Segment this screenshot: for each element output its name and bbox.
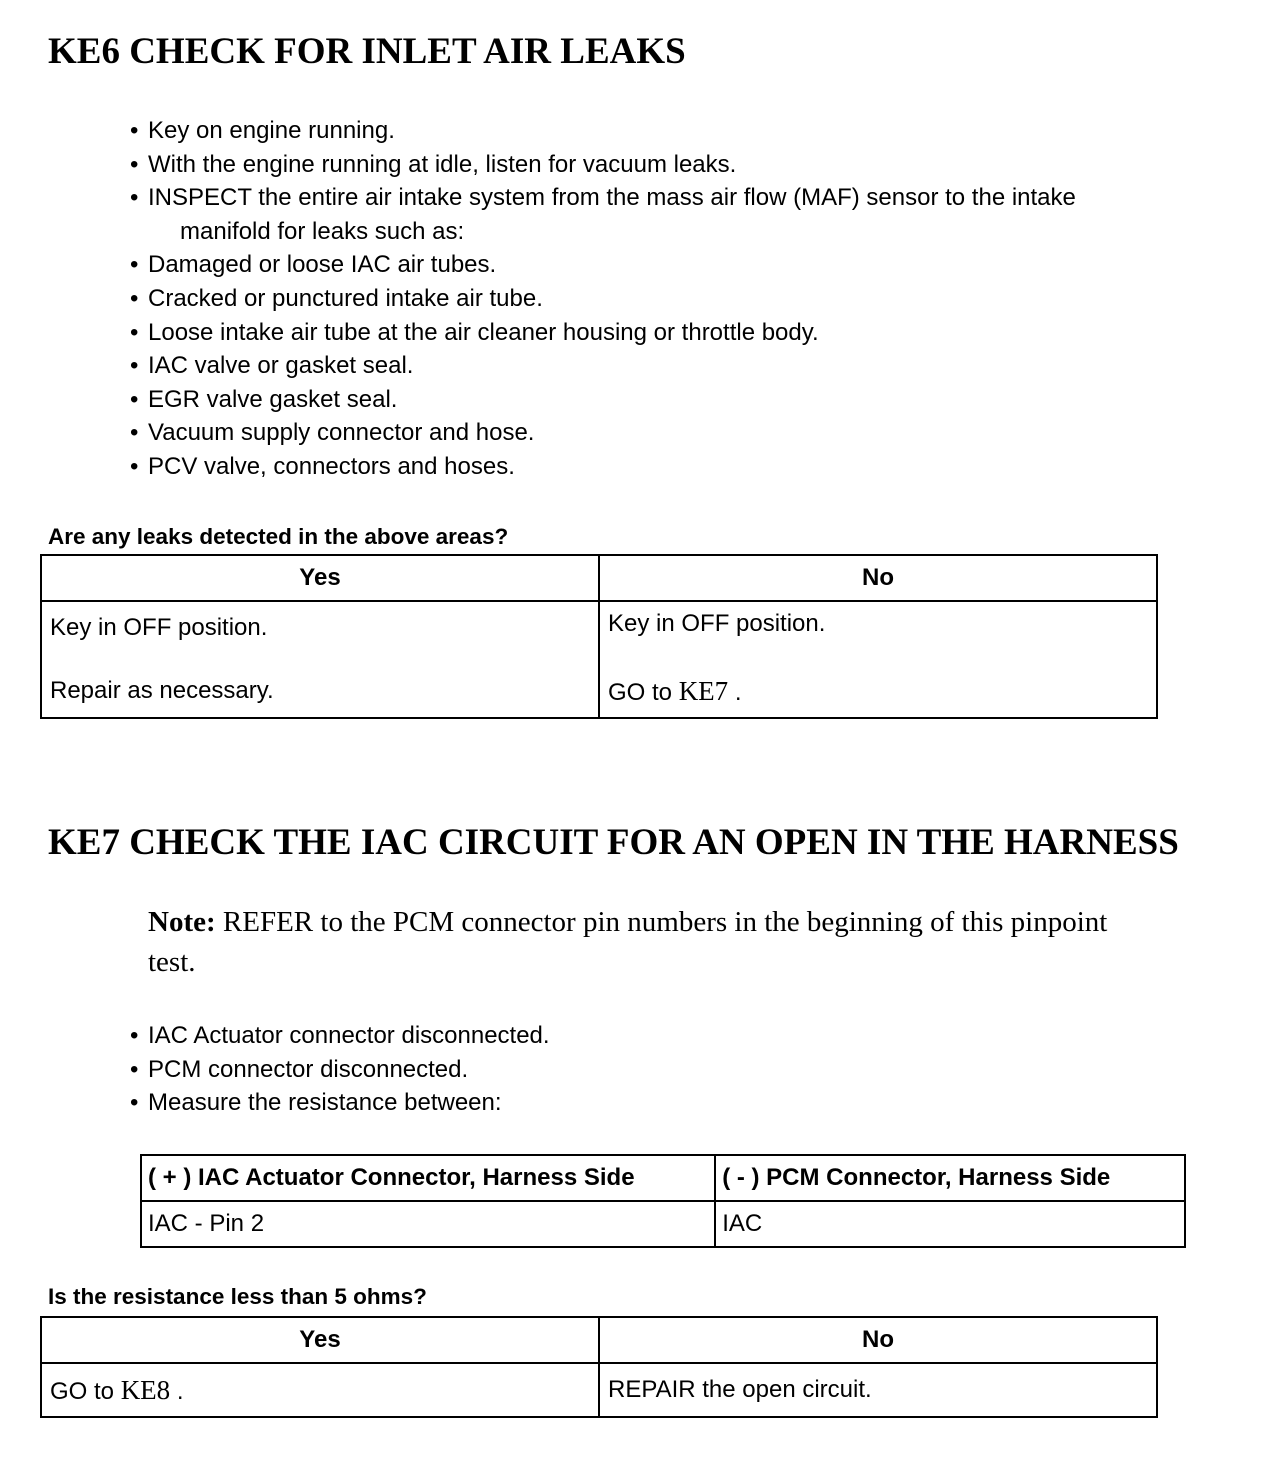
note-label: Note: [148,906,216,938]
ke7-question: Is the resistance less than 5 ohms? [48,1284,427,1309]
list-item-continuation: manifold for leaks such as: [180,217,465,245]
ke7-note [148,902,1158,982]
ke6-title: KE6 CHECK FOR INLET AIR LEAKS [48,31,686,72]
list-item: • PCV valve, connectors and hoses. [130,450,1076,484]
list-item: • Damaged or loose IAC air tubes. [130,248,1076,282]
ke6-question: Are any leaks detected in the above areas? [48,524,509,549]
no-cell [599,601,1157,718]
yes-line: Repair as necessary. [50,677,274,704]
list-item: • Loose intake air tube at the air cleaner housing or throttle body. [130,316,1076,350]
positive-cell: IAC - Pin 2 [141,1201,715,1247]
list-item-text: INSPECT the entire air intake system from the mass air flow (MAF) sensor to the intake [148,184,1076,212]
measure-table [140,1154,1186,1248]
list-item: • Measure the resistance between: [130,1086,550,1120]
list-item: • EGR valve gasket seal. [130,383,1076,417]
yes-cell [41,601,599,718]
period: . [728,679,742,706]
list-item: • Vacuum supply connector and hose. [130,416,1076,450]
ke6-bullet-list [130,114,1076,484]
go-to-text: GO to [50,1377,121,1405]
no-header: No [599,555,1157,601]
ke6-result-table [40,554,1158,719]
yes-line: Key in OFF position. [50,614,268,641]
negative-header: ( - ) PCM Connector, Harness Side [715,1155,1185,1201]
list-item: • IAC valve or gasket seal. [130,349,1076,383]
ke7-link[interactable]: KE7 [678,676,729,706]
ke7-result-table [40,1316,1158,1418]
yes-header: Yes [41,555,599,601]
list-item: • Cracked or punctured intake air tube. [130,282,1076,316]
yes-header: Yes [41,1317,599,1363]
ke7-bullet-list [130,1019,550,1120]
period: . [170,1377,184,1405]
go-to-text: GO to [608,679,679,706]
no-cell: REPAIR the open circuit. [599,1363,1157,1417]
positive-header: ( + ) IAC Actuator Connector, Harness Side [141,1155,715,1201]
list-item: • Key on engine running. [130,114,1076,148]
list-item [130,181,1076,248]
list-item: • PCM connector disconnected. [130,1053,550,1087]
negative-cell: IAC [715,1201,1185,1247]
no-line: Key in OFF position. [608,610,826,637]
no-line [608,676,1148,707]
yes-cell [41,1363,599,1417]
ke8-link[interactable]: KE8 [120,1374,171,1405]
no-header: No [599,1317,1157,1363]
note-text: REFER to the PCM connector pin numbers in the beginning of this pinpoint test. [148,906,1108,978]
list-item: • IAC Actuator connector disconnected. [130,1019,550,1053]
list-item: • With the engine running at idle, listen for vacuum leaks. [130,148,1076,182]
ke7-title: KE7 CHECK THE IAC CIRCUIT FOR AN OPEN IN THE HARNESS [48,822,1179,863]
